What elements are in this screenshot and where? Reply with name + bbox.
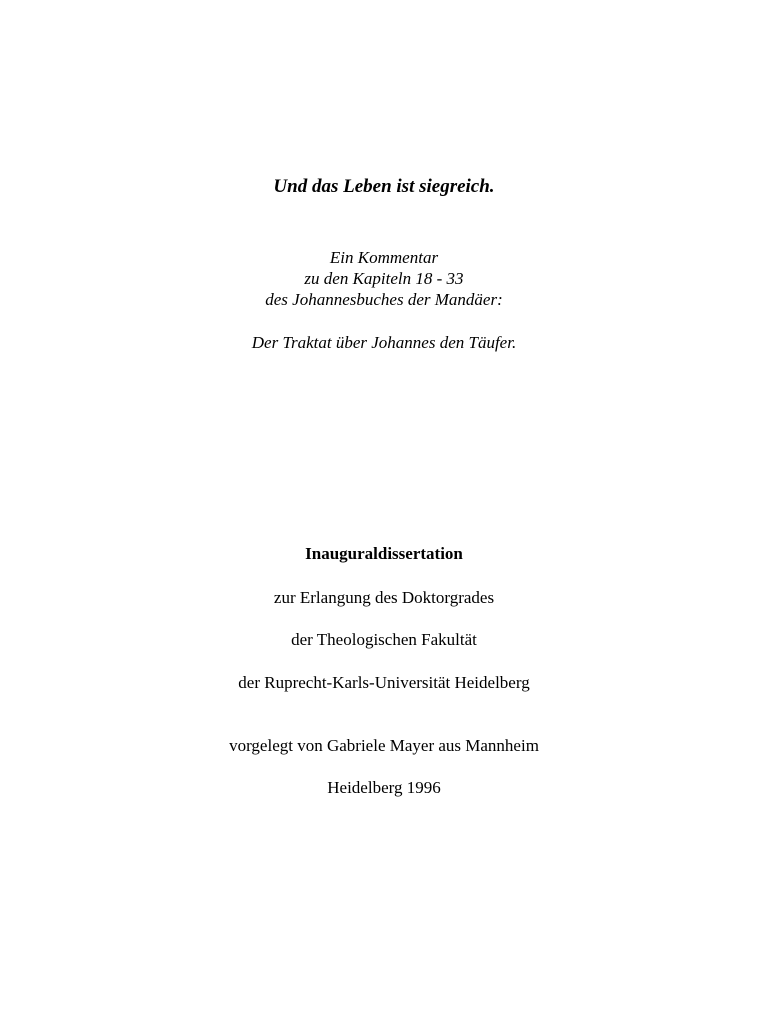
author-line: vorgelegt von Gabriele Mayer aus Mannheim bbox=[229, 736, 539, 755]
degree-purpose: zur Erlangung des Doktorgrades bbox=[273, 588, 495, 607]
dissertation-heading: Inauguraldissertation bbox=[305, 544, 463, 563]
faculty-name: der Theologischen Fakultät bbox=[291, 630, 477, 649]
subtitle-topic: Der Traktat über Johannes den Täufer. bbox=[251, 333, 517, 352]
university-name: der Ruprecht-Karls-Universität Heidelberg bbox=[238, 673, 530, 692]
subtitle-line-2: zu den Kapiteln 18 - 33 bbox=[304, 269, 464, 288]
document-title: Und das Leben ist siegreich. bbox=[273, 176, 495, 197]
subtitle-line-3: des Johannesbuches der Mandäer: bbox=[265, 290, 503, 309]
place-year: Heidelberg 1996 bbox=[327, 778, 441, 797]
subtitle-line-1: Ein Kommentar bbox=[329, 248, 439, 267]
